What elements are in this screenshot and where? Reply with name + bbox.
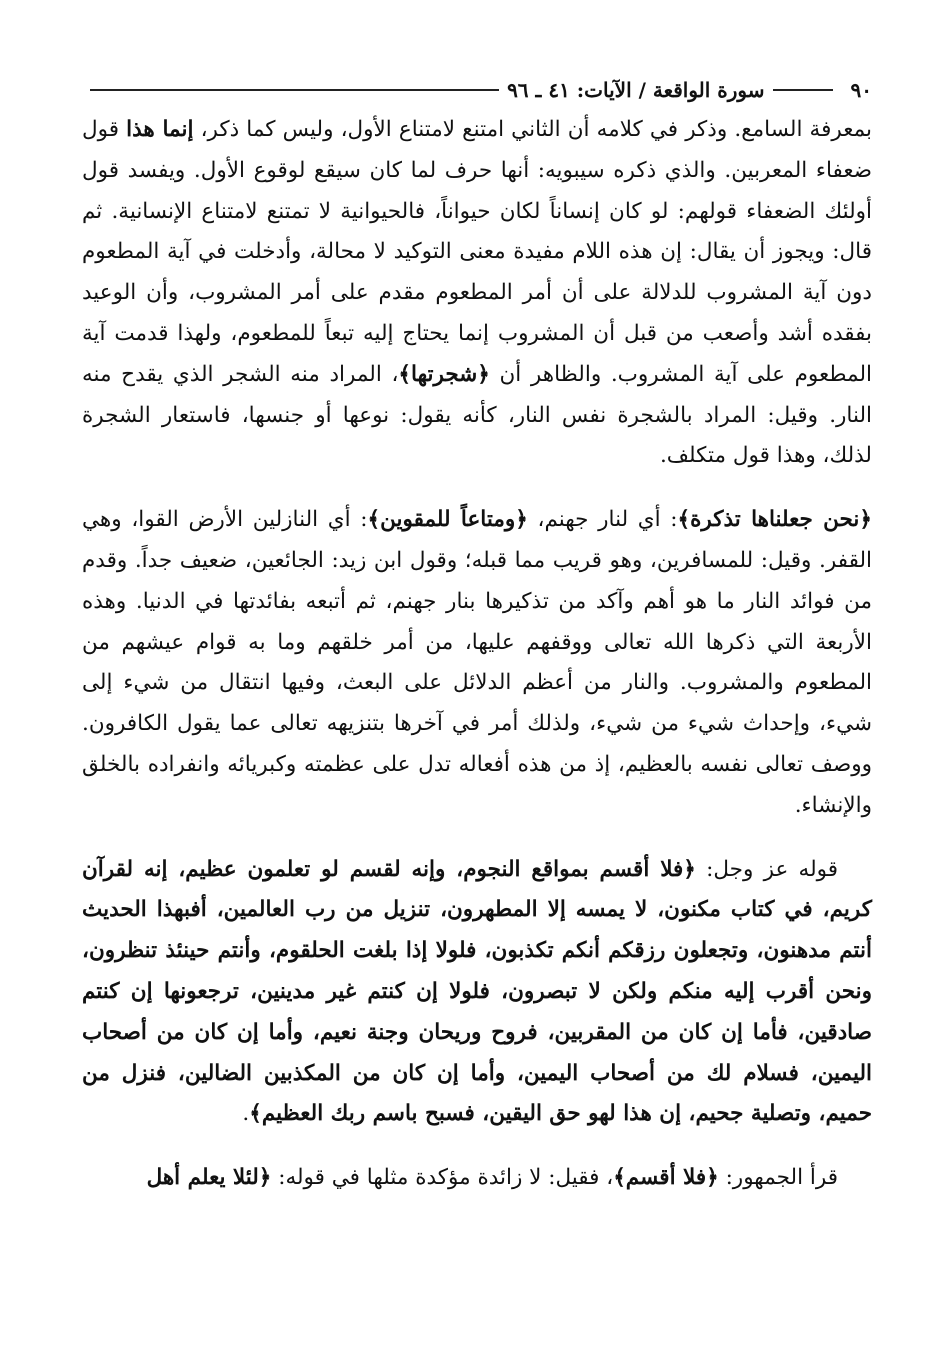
paragraph <box>82 850 872 1136</box>
text-segment: قرأ الجمهور: <box>718 1165 838 1191</box>
header-rule-left <box>773 89 833 91</box>
paragraph <box>82 500 872 826</box>
paragraph <box>82 1158 872 1199</box>
text-segment: : أي لنار جهنم، <box>527 507 678 533</box>
quran-quote: ﴿شجرتها﴾ <box>398 361 490 387</box>
header-rule-right <box>90 89 499 91</box>
text-segment: قول ضعفاء المعربين. والذي ذكره سيبويه: أنها حرف لما كان سيقع لوقوع الأول. ويفسد قول أولئك الضعفاء قولهم: لو كان إنساناً لكان حيواناً، فالحيوانية لا تمتنع لامتناع الإنسانية. ثم قال: ويجوز أن يقال: إن هذه اللام مفيدة معنى التوكيد لا محالة، وأدخلت في آية المطعوم دون آية المشروب للدلالة على أن أمر المطعوم مقدم على أمر المشروب، وأن الوعيد بفقده أشد وأصعب من قبل أن المشروب إنما يحتاج إليه تبعاً للمطعوم، ولهذا قدمت آية المطعوم على آية المشروب. والظاهر أن <box>82 117 873 387</box>
running-title: سورة الواقعة / الآيات: ٤١ ـ ٩٦ <box>507 78 765 102</box>
running-header <box>82 70 872 110</box>
text-segment: قوله عز وجل: <box>695 856 839 882</box>
paragraph <box>82 110 872 477</box>
page-number: ٩٠ <box>850 78 872 102</box>
quran-quote: ﴿نحن جعلناها تذكرة﴾ <box>677 507 872 533</box>
text-segment: : أي النازلين الأرض القوا، وهي القفر. وقيل: للمسافرين، وهو قريب مما قبله؛ وقول ابن زيد: الجائعين، ضعيف جداً. وقدم من فوائد النار ما هو أهم وآكد من تذكيرها بنار جهنم، ثم أتبعه بفائدتها في الدنيا. وهذه الأربعة التي ذكرها الله تعالى ووقفهم عليها، من أمر خلقهم وما به قوام عيشهم من المطعوم والمشروب. والنار من أعظم الدلائل على البعث، وفيها انتقال من شيء إلى شيء، وإحداث شيء من شيء، ولذلك أمر في آخرها بتنزيهه تعالى عما يقول الكافرون. ووصف تعالى نفسه بالعظيم، إذ من هذه أفعاله تدل على عظمته وكبريائه وانفراده بالخلق والإنشاء. <box>82 507 872 818</box>
quran-quote: ﴿فلا أقسم﴾ <box>613 1165 719 1191</box>
quran-quote: ﴿ومتاعاً للمقوين﴾ <box>367 507 528 533</box>
text-segment: بمعرفة السامع. وذكر في كلامه أن الثاني امتنع لامتناع الأول، وليس كما ذكر، <box>193 117 872 142</box>
text-segment: ، المراد منه الشجر الذي يقدح منه النار. وقيل: المراد بالشجرة نفس النار، كأنه يقول: نوعها أو جنسها، فاستعار الشجرة لذلك، وهذا قول متكلف. <box>82 361 872 469</box>
quran-quote: ﴿لئلا يعلم أهل <box>146 1165 272 1191</box>
quran-quote: ﴿فلا أقسم بمواقع النجوم، وإنه لقسم لو تعلمون عظيم، إنه لقرآن كريم، في كتاب مكنون، لا يمسه إلا المطهرون، تنزيل من رب العالمين، أفبهذا الحديث أنتم مدهنون، وتجعلون رزقكم أنكم تكذبون، فلولا إذا بلغت الحلقوم، وأنتم حينئذ تنظرون، ونحن أقرب إليه منكم ولكن لا تبصرون، فلولا إن كنتم غير مدينين، ترجعونها إن كنتم صادقين، فأما إن كان من المقربين، فروح وريحان وجنة نعيم، وأما إن كان من أصحاب اليمين، فسلام لك من أصحاب اليمين، وأما إن كان من المكذبين الضالين، فنزل من حميم، وتصلية جحيم، إن هذا لهو حق اليقين، فسبح باسم ربك العظيم﴾ <box>82 856 872 1127</box>
book-page <box>82 70 872 1199</box>
text-segment: . <box>242 1101 250 1127</box>
bold-phrase: إنما هذا <box>126 117 194 142</box>
text-segment: ، فقيل: لا زائدة مؤكدة مثلها في قوله: <box>271 1165 614 1191</box>
